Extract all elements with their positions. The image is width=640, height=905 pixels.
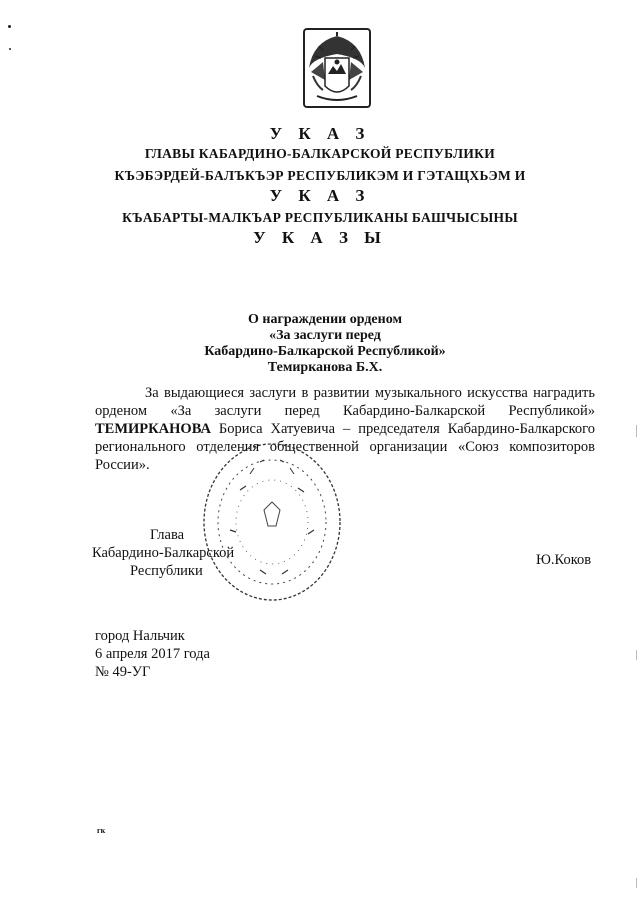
decree-place-date: [95, 627, 210, 681]
decree-title-balkar: У К А З Ы: [253, 228, 387, 247]
scan-edge-mark: [636, 878, 637, 888]
bottom-mark: гк: [97, 826, 106, 835]
scan-edge-mark: [636, 650, 637, 660]
decree-title-kabardian: У К А З: [269, 186, 371, 205]
body-line: [95, 420, 595, 438]
issuer-kabardian: КЪЭБЭРДЕЙ-БАЛЪКЪЭР РЕСПУБЛИКЭМ И ГЭТАЩХЬЭМ И: [114, 168, 526, 183]
scan-speck: [9, 48, 11, 50]
issuer-balkar: КЪАБАРТЫ-МАЛКЪАР РЕСПУБЛИКАНЫ БАШЧЫСЫНЫ: [122, 210, 518, 225]
body-line: России».: [95, 457, 150, 473]
decree-date: 6 апреля 2017 года: [95, 646, 210, 662]
coat-of-arms-emblem: [303, 28, 371, 108]
signatory-title-line: Республики: [130, 563, 203, 579]
decree-body: [95, 384, 595, 474]
decree-subject: [160, 312, 490, 376]
subject-line: О награждении орденом: [248, 312, 402, 327]
subject-line: Темирканова Б.Х.: [267, 360, 383, 375]
scan-speck: [8, 25, 11, 28]
awardee-details: Бориса Хатуевича – председателя Кабардино-Балкарского: [210, 421, 595, 437]
subject-line: Кабардино-Балкарской Республикой»: [204, 344, 446, 359]
signatory-title-line: Кабардино-Балкарской: [92, 545, 235, 561]
signatory-title: [92, 526, 234, 580]
decree-city: город Нальчик: [95, 628, 185, 644]
official-seal-stamp: [200, 440, 345, 605]
decree-number: № 49-УГ: [95, 664, 151, 680]
issuer-russian: ГЛАВЫ КАБАРДИНО-БАЛКАРСКОЙ РЕСПУБЛИКИ: [144, 146, 496, 161]
body-line: регионального отделения общественной организации «Союз композиторов: [95, 439, 595, 455]
signatory-title-line: Глава: [150, 527, 185, 543]
signatory-name: Ю.Коков: [536, 552, 592, 568]
awardee-name: ТЕМИРКАНОВА: [95, 421, 211, 437]
decree-title: У К А З: [269, 124, 371, 143]
subject-line: «За заслуги перед: [269, 328, 381, 343]
scan-edge-mark: [636, 425, 637, 437]
body-line: За выдающиеся заслуги в развитии музыкального искусства наградить: [145, 385, 595, 401]
body-line: орденом «За заслуги перед Кабардино-Балкарской Республикой»: [95, 403, 595, 419]
